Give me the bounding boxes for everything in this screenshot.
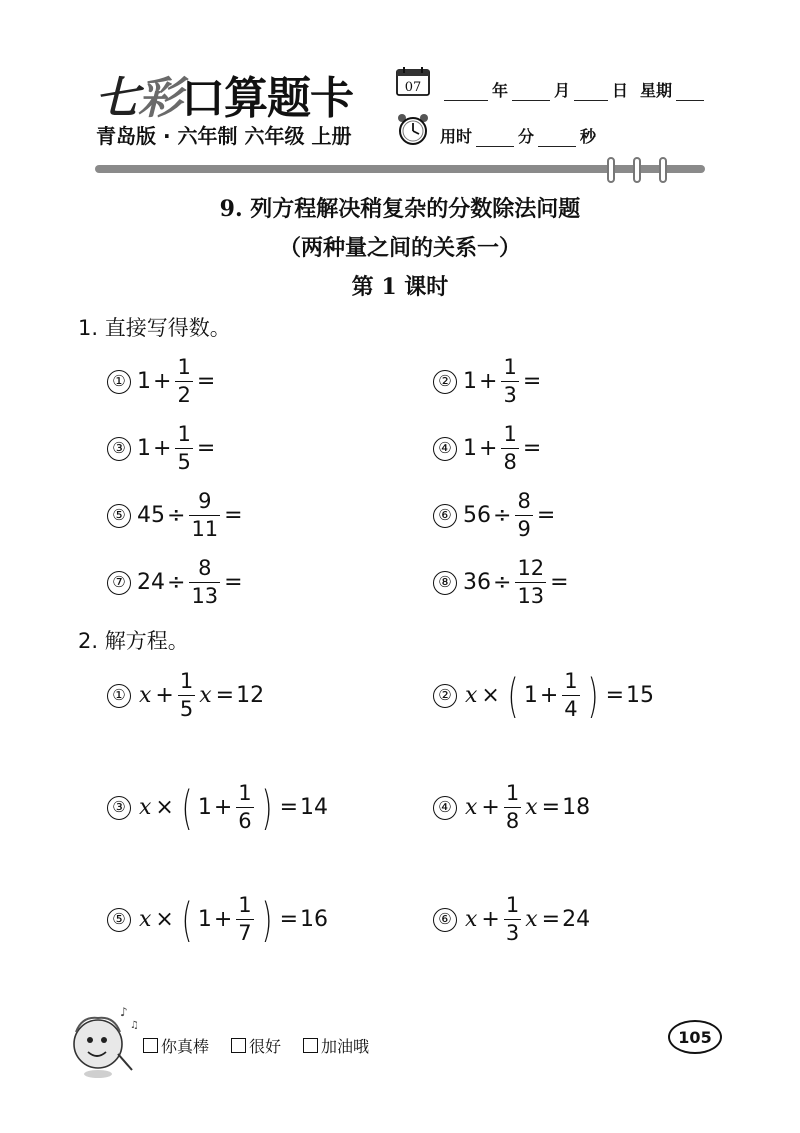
operator: + [479,435,498,461]
weekday-label: 星期 [640,81,673,100]
times-sign: × [155,906,174,932]
denominator: 7 [238,921,252,946]
rating-label: 你真棒 [161,1037,210,1056]
one: 1 [197,794,212,820]
mental-item-7 [107,557,245,608]
month-label: 月 [554,81,571,100]
operator: + [481,794,500,820]
rating-label: 加油哦 [321,1037,370,1056]
mental-item-2 [433,356,543,407]
item-number: ⑦ [107,571,131,595]
fraction [236,894,253,945]
operand: 1 [463,435,477,461]
variable: x [139,682,152,708]
operand: 1 [137,435,151,461]
numerator: 1 [503,422,517,446]
fraction [504,782,521,833]
operator: ÷ [493,502,512,528]
numerator: 8 [517,489,531,513]
denominator: 13 [517,584,545,609]
denominator: 13 [191,584,219,609]
mental-item-1 [107,356,217,407]
denominator: 4 [564,697,578,722]
numerator: 1 [564,669,578,693]
lesson-title: 9. 列方程解决稍复杂的分数除法问题 [219,196,581,222]
item-number: ⑥ [433,504,457,528]
fraction [178,670,195,721]
day-label: 日 [612,81,629,100]
denominator: 9 [517,517,531,542]
item-number: ④ [433,796,457,820]
operator: + [155,682,174,708]
fraction [189,490,220,541]
item-number: ① [107,684,131,708]
equation-item-4 [433,782,590,833]
brand-char-cai: 彩 [138,73,181,124]
fraction [515,557,546,608]
fraction [175,423,192,474]
equals-sign: = [196,435,216,461]
year-blank[interactable] [444,84,488,101]
mental-item-8 [433,557,571,608]
equals-sign: = [550,569,569,595]
numerator: 1 [179,669,194,693]
brand-text: 口算题卡 [181,73,353,124]
svg-text:♫: ♫ [130,1020,139,1031]
rating-good[interactable] [231,1034,281,1057]
checkbox[interactable] [143,1038,158,1053]
right-paren: ) [587,668,598,723]
numerator: 1 [177,355,191,379]
year-label: 年 [492,81,509,100]
denominator: 3 [505,921,520,946]
right-paren: ) [261,892,272,947]
item-number: ⑥ [433,908,457,932]
denominator: 11 [191,517,219,542]
operator: + [539,682,559,708]
operator: + [213,906,233,932]
variable: x [525,906,538,932]
time-used-label: 用时 [440,127,473,146]
numerator: 1 [503,355,517,379]
denominator: 5 [179,697,194,722]
item-number: ⑤ [107,504,131,528]
fraction [504,894,521,945]
self-rating-checks [143,1034,369,1057]
equation-item-6 [433,894,590,945]
equals-sign: = [196,368,216,394]
item-number: ② [433,684,457,708]
operand: 36 [463,569,491,595]
checkbox[interactable] [231,1038,246,1053]
variable: x [525,794,538,820]
equals-sign: = [224,569,243,595]
variable: x [139,906,152,932]
fraction [501,356,518,407]
time-fill-row [440,124,596,147]
operator: ÷ [167,569,186,595]
weekday-blank[interactable] [676,84,704,101]
equals-sign: = [536,502,556,528]
brand-char-qi: 七 [95,73,138,124]
operator: + [153,368,172,394]
times-sign: × [155,794,174,820]
operator: + [213,794,233,820]
minutes-label: 分 [518,127,535,146]
operator: + [479,368,498,394]
lesson-period: 第 1 课时 [351,274,449,300]
rating-great[interactable] [143,1034,209,1057]
operator: ÷ [493,569,512,595]
equals-sign: = [522,368,542,394]
denominator: 8 [503,450,517,475]
equals-sign: = [605,682,625,708]
fraction [515,490,532,541]
item-number: ③ [107,796,131,820]
day-blank[interactable] [574,84,608,101]
denominator: 5 [177,450,191,475]
brand-title [95,62,353,126]
alarm-clock-icon [396,112,430,146]
fraction [236,782,253,833]
denominator: 2 [177,383,191,408]
operator: + [481,906,500,932]
numerator: 1 [505,781,520,805]
equals-sign: = [541,794,561,820]
minutes-blank[interactable] [476,130,514,147]
denominator: 3 [503,383,517,408]
denominator: 8 [505,809,520,834]
mental-item-3 [107,423,217,474]
equation-item-5 [107,894,328,945]
left-paren: ( [181,892,193,947]
seconds-blank[interactable] [538,130,576,147]
one: 1 [197,906,212,932]
calendar-number: 07 [404,80,422,95]
operand: 1 [463,368,477,394]
one: 1 [523,682,538,708]
operand: 1 [137,368,151,394]
operand: 56 [463,502,491,528]
equals-sign: = [522,435,542,461]
fraction [175,356,192,407]
variable: x [465,906,478,932]
right-paren: ) [261,780,272,835]
variable: x [139,794,152,820]
mental-item-5 [107,490,245,541]
equation-item-3 [107,782,328,833]
equals-sign: = [224,502,243,528]
fraction [189,557,220,608]
rhs-value: 24 [562,906,591,932]
equals-sign: = [541,906,561,932]
numerator: 12 [517,556,545,580]
edition-label: 青岛版 · 六年制 六年级 上册 [96,124,352,148]
rhs-value: 15 [626,682,655,708]
rhs-value: 14 [300,794,329,820]
item-number: ① [107,370,131,394]
svg-text:♪: ♪ [120,1005,128,1019]
fraction [501,423,518,474]
item-number: ③ [107,437,131,461]
equation-item-2 [433,670,654,721]
month-blank[interactable] [512,84,550,101]
item-number: ② [433,370,457,394]
operator: + [153,435,172,461]
rating-label: 很好 [249,1037,282,1056]
item-number: ④ [433,437,457,461]
page-number: 105 [668,1020,722,1054]
calendar-icon [396,66,430,96]
numerator: 8 [198,556,212,580]
item-number: ⑤ [107,908,131,932]
equation-item-1 [107,670,264,721]
rhs-value: 16 [300,906,329,932]
numerator: 1 [177,422,191,446]
operator: ÷ [167,502,186,528]
denominator: 6 [238,809,252,834]
equals-sign: = [215,682,235,708]
numerator: 1 [238,893,252,917]
checkbox[interactable] [303,1038,318,1053]
times-sign: × [481,682,500,708]
seconds-label: 秒 [580,127,597,146]
date-fill-row [440,78,708,101]
equals-sign: = [279,906,299,932]
variable: x [199,682,212,708]
mental-item-6 [433,490,557,541]
numerator: 1 [238,781,252,805]
left-paren: ( [181,780,193,835]
mental-item-4 [433,423,543,474]
left-paren: ( [507,668,519,723]
section-2-heading: 2. 解方程。 [78,629,189,653]
operand: 24 [137,569,165,595]
variable: x [465,794,478,820]
equals-sign: = [279,794,299,820]
lesson-subtitle: （两种量之间的关系一） [278,235,521,261]
numerator: 1 [505,893,520,917]
rating-keep-going[interactable] [303,1034,369,1057]
numerator: 9 [198,489,212,513]
item-number: ⑧ [433,571,457,595]
operand: 45 [137,502,165,528]
rhs-value: 18 [562,794,591,820]
mascot-icon [68,1002,138,1080]
binder-rings-icon [598,156,678,184]
section-1-heading: 1. 直接写得数。 [78,316,231,340]
fraction [562,670,579,721]
variable: x [465,682,478,708]
rhs-value: 12 [236,682,265,708]
